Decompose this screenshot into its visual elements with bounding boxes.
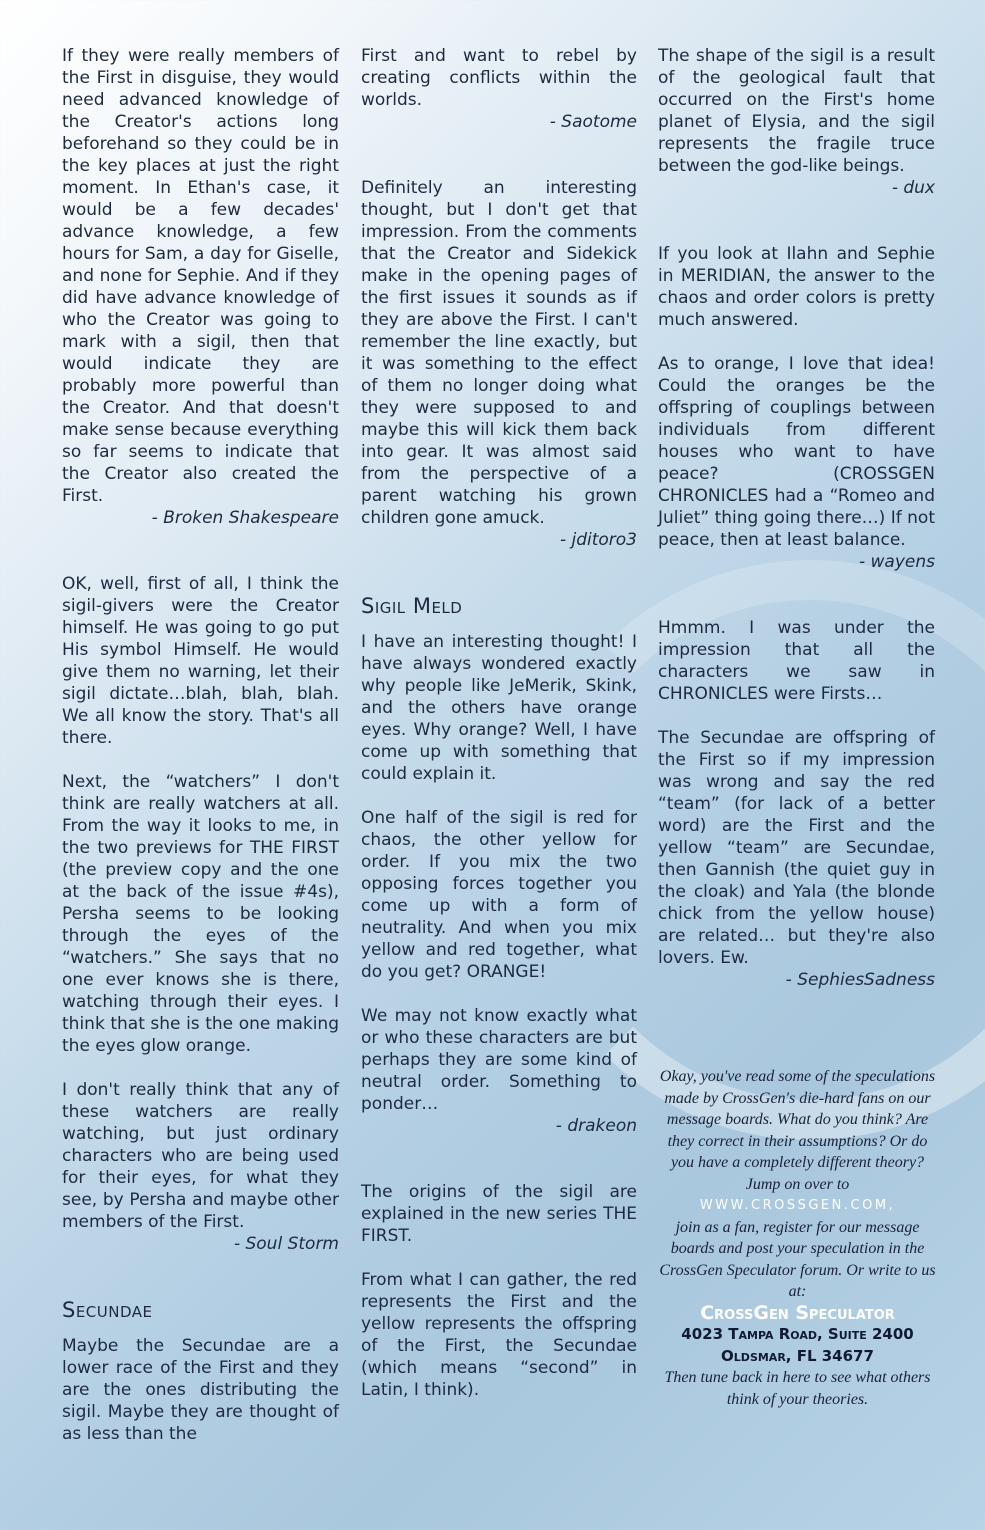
post-text: The origins of the sigil are explained in the new series THE FIRST.	[361, 1182, 637, 1246]
promo-text: Then tune back in here to see what others think of your theories.	[664, 1369, 931, 1408]
post-text: From what I can gather, the red represents the First and the yellow represents the offspring of the First, the Secundae (which means “second” in Latin, I think).	[361, 1270, 637, 1400]
promo-title: CrossGen Speculator	[700, 1301, 895, 1324]
post-text: Next, the “watchers” I don't think are really watchers at all. From the way it looks to me, in the two previews for THE FIRST (the preview copy and the one at the back of the issue #4s), Persha seems to be looking through the eyes of the “watchers.” She says that no one ever knows she is there, watching through their eyes. I think that she is the one making the eyes glow orange.	[62, 772, 339, 1056]
column-3	[658, 45, 935, 991]
post-signature: - dux	[891, 178, 935, 198]
post-text: First and want to rebel by creating conflicts within the worlds.	[361, 46, 637, 110]
post-signature: - jditoro3	[559, 530, 637, 550]
post-signature: - SephiesSadness	[785, 970, 935, 990]
website-link[interactable]: WWW.CROSSGEN.COM,	[699, 1198, 896, 1213]
column-1	[62, 45, 339, 1445]
post-text: We may not know exactly what or who these characters are but perhaps they are some kind of neutral order. Something to ponder…	[361, 1006, 637, 1114]
address-line-1: 4023 Tampa Road, Suite 2400	[681, 1325, 914, 1343]
post-text: The Secundae are offspring of the First so if my impression was wrong and say the red “team” (for lack of a better word) are the First and the yellow “team” are Secundae, then Gannish (the quiet guy in the cloak) and Yala (the blonde chick from the yellow house) are related… but they're also lovers. Ew.	[658, 728, 935, 968]
post-text: As to orange, I love that idea! Could the oranges be the offspring of couplings between individuals from different houses who want to have peace? (CROSSGEN CHRONICLES had a “Romeo and Juliet” thing going there…) If not peace, then at least balance.	[658, 354, 935, 550]
speculator-promo	[655, 1066, 940, 1410]
post-signature: - wayens	[858, 552, 935, 572]
promo-text: join as a fan, register for our message boards and post your speculation in the CrossGen Speculator forum. Or write to us at:	[659, 1218, 936, 1300]
post-signature: - Soul Storm	[233, 1234, 339, 1254]
post-signature: - Saotome	[549, 112, 637, 132]
post-text: One half of the sigil is red for chaos, the other yellow for order. If you mix the two opposing forces together you come up with a form of neutrality. And when you mix yellow and red together, what do you get? ORANGE!	[361, 808, 637, 982]
post-text: I have an interesting thought! I have always wondered exactly why people like JeMerik, Skink, and the others have orange eyes. Why orange? Well, I have come up with something that could explain it.	[361, 632, 637, 784]
section-heading-secundae: Secundae	[62, 1298, 153, 1322]
post-text: Hmmm. I was under the impression that all the characters we saw in CHRONICLES were Firsts…	[658, 618, 935, 704]
post-text: Maybe the Secundae are a lower race of the First and they are the ones distributing the sigil. Maybe they are thought of as less than the	[62, 1336, 339, 1444]
post-text: The shape of the sigil is a result of the geological fault that occurred on the First's home planet of Elysia, and the sigil represents the fragile truce between the god-like beings.	[658, 46, 935, 176]
post-signature: - drakeon	[555, 1116, 637, 1136]
post-text: Definitely an interesting thought, but I don't get that impression. From the comments that the Creator and Sidekick make in the opening pages of the first issues it sounds as if they are above the First. I can't remember the line exactly, but it was something to the effect of them no longer doing what they were supposed to and maybe this will kick them back into gear. It was almost said from the perspective of a parent watching his grown children gone amuck.	[361, 178, 637, 528]
address-line-2: Oldsmar, FL 34677	[721, 1346, 874, 1365]
column-2	[361, 45, 637, 1401]
section-heading-sigil-meld: Sigil Meld	[361, 594, 463, 618]
post-text: If they were really members of the First in disguise, they would need advanced knowledge of the Creator's actions long beforehand so they could be in the key places at just the right moment. In Ethan's case, it would be a few decades' advance knowledge, a few hours for Sam, a day for Giselle, and none for Sephie. And if they did have advance knowledge of who the Creator was going to mark with a sigil, then that would indicate they are probably more powerful than the Creator. And that doesn't make sense because everything so far seems to indicate that the Creator also created the First.	[62, 46, 339, 506]
post-text: OK, well, first of all, I think the sigil-givers were the Creator himself. He was going to go put His symbol Himself. He would give them no warning, let their sigil dictate…blah, blah, blah. We all know the story. That's all there.	[62, 574, 339, 748]
post-text: If you look at Ilahn and Sephie in MERIDIAN, the answer to the chaos and order colors is pretty much answered.	[658, 244, 935, 330]
post-signature: - Broken Shakespeare	[151, 508, 339, 528]
post-text: I don't really think that any of these watchers are really watching, but just ordinary characters who are being used for their eyes, for what they see, by Persha and maybe other members of the First.	[62, 1080, 339, 1232]
promo-text: Okay, you've read some of the speculations made by CrossGen's die-hard fans on our message boards. What do you think? Are they correct in their assumptions? Or do you have a completely different theory? Jump on over to	[659, 1068, 936, 1193]
